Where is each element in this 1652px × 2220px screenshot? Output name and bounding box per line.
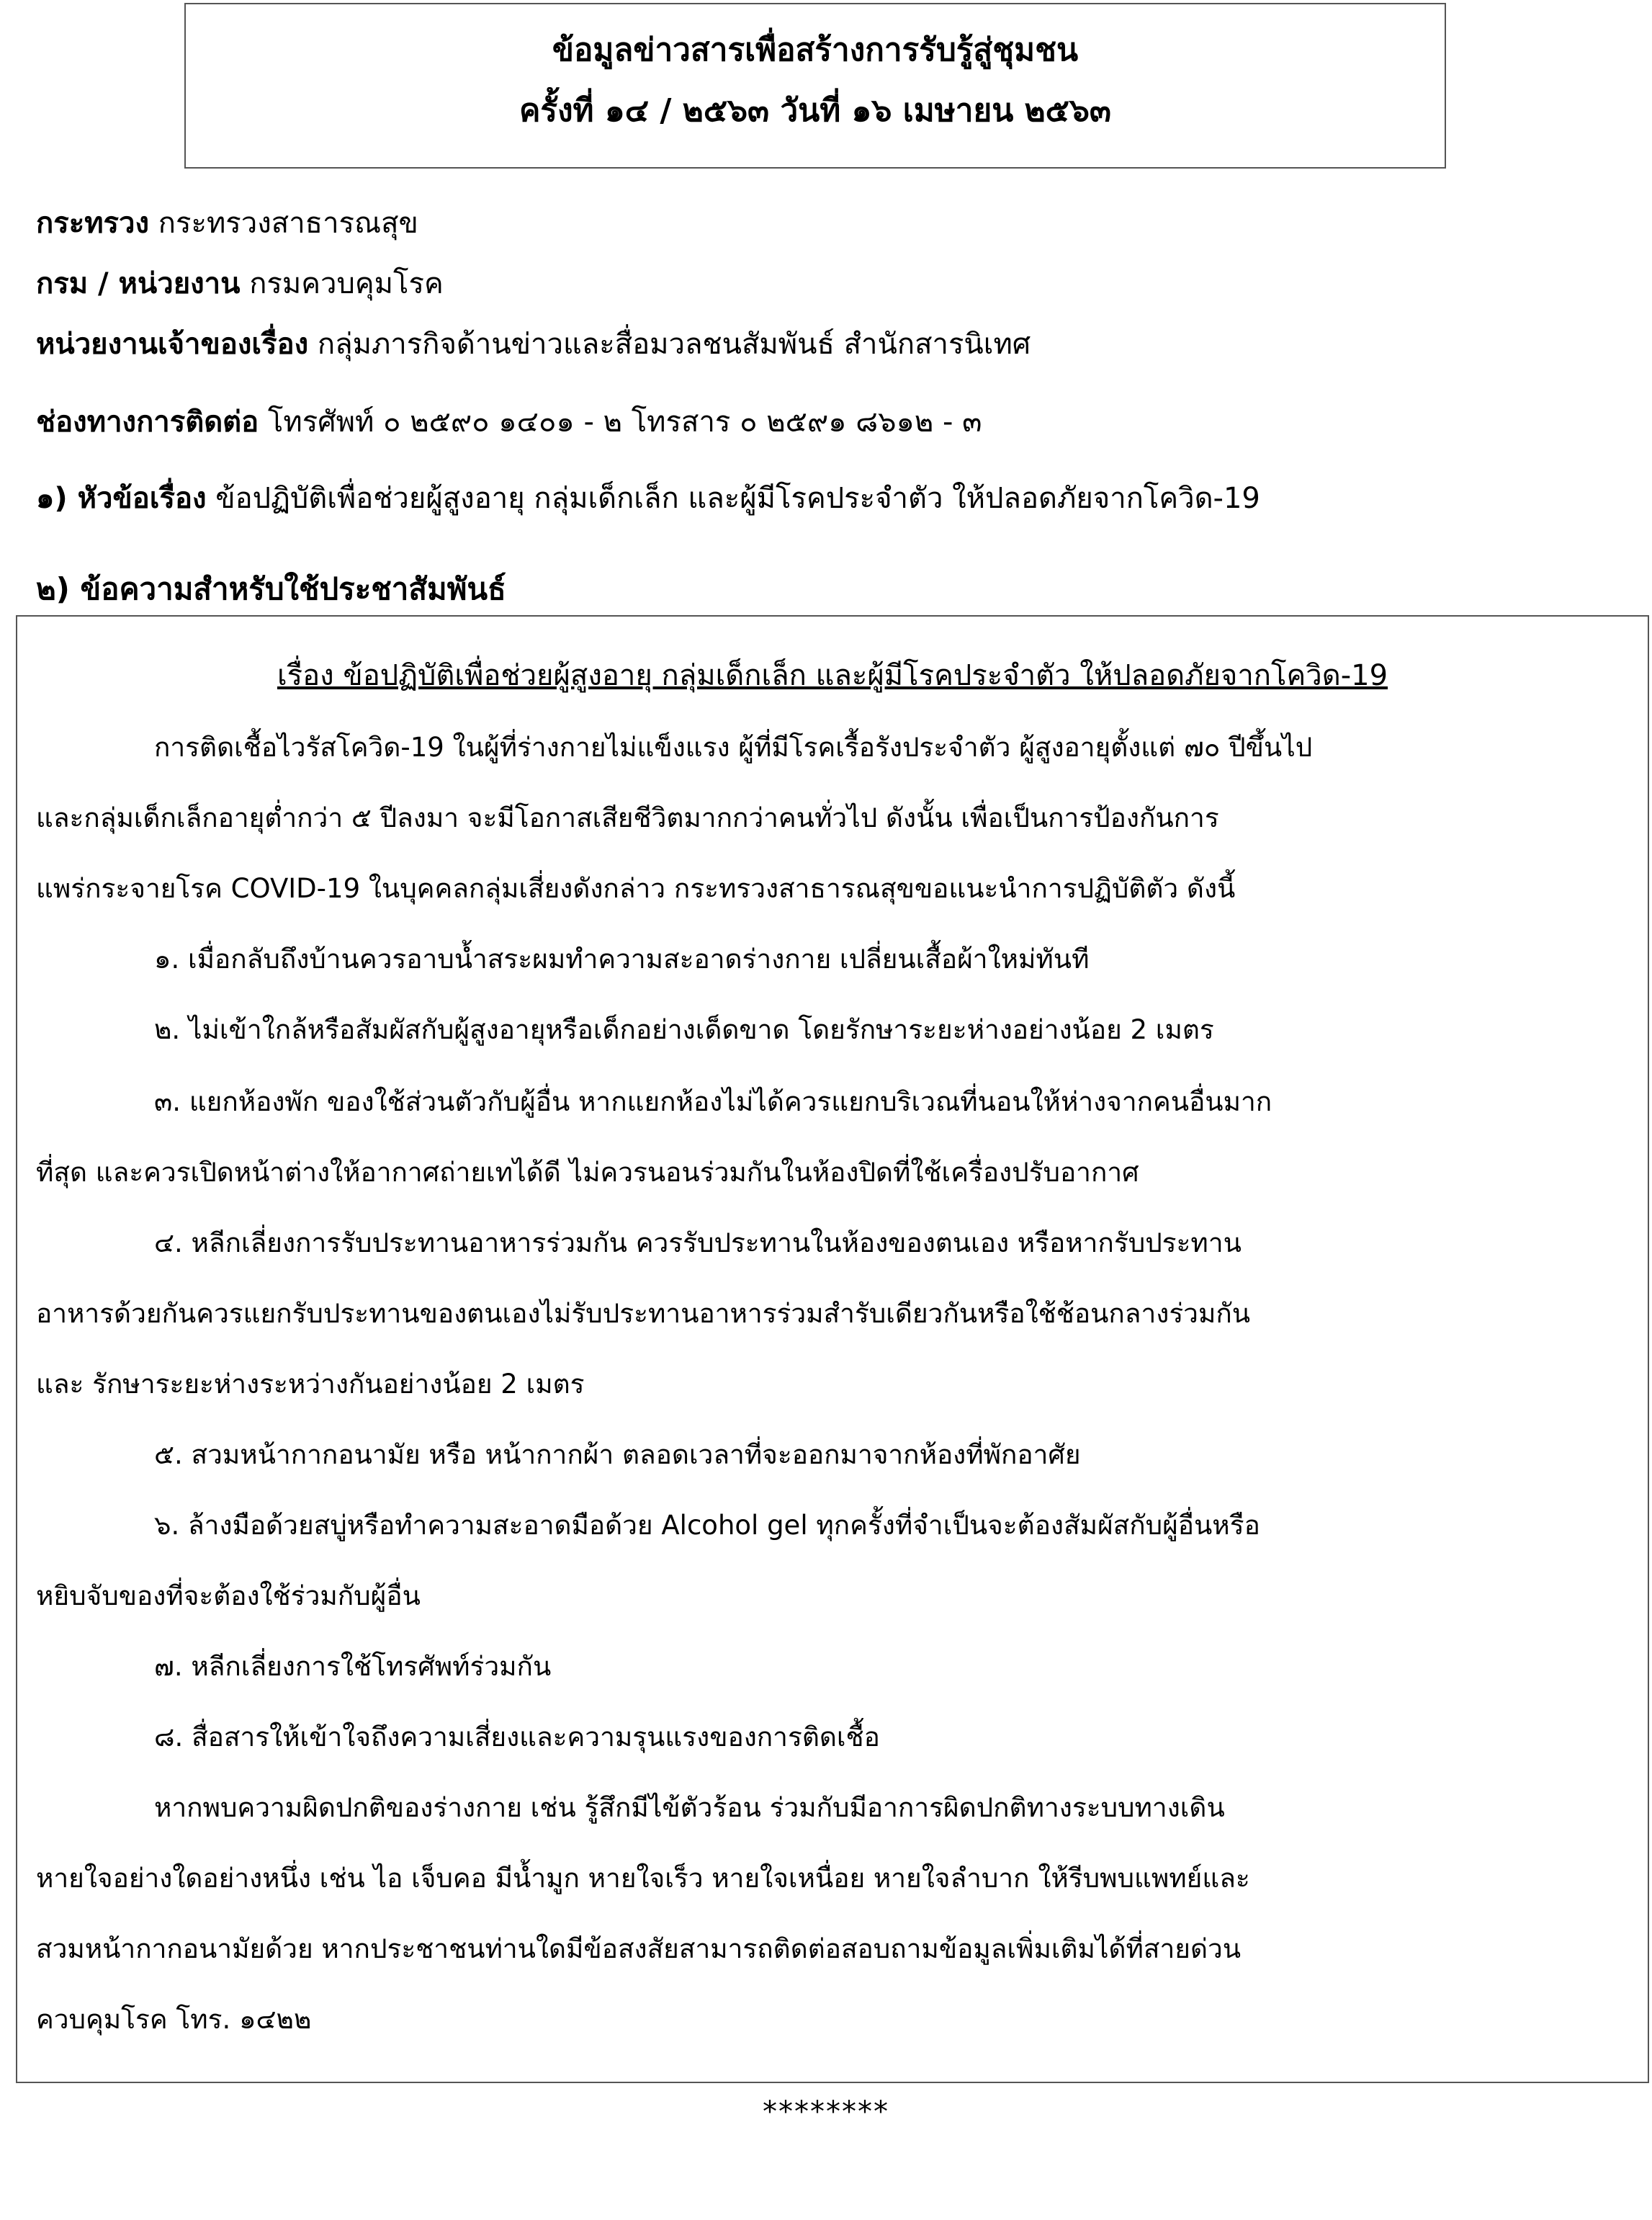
pr-section-heading: ๒) ข้อความสำหรับใช้ประชาสัมพันธ์ (36, 571, 506, 607)
ministry-value: กระทรวงสาธารณสุข (158, 207, 418, 240)
ministry-label: กระทรวง (36, 207, 150, 240)
department-value: กรมควบคุมโรค (249, 267, 444, 300)
guideline-item-3-cont: ที่สุด และควรเปิดหน้าต่างให้อากาศถ่ายเทได้ดี ไม่ควรนอนร่วมกันในห้องปิดที่ใช้เครื่องปรับอากาศ (36, 1157, 1139, 1188)
guideline-item-1: ๑. เมื่อกลับถึงบ้านควรอาบน้ำสระผมทำความสะอาดร่างกาย เปลี่ยนเสื้อผ้าใหม่ทันที (154, 944, 1090, 975)
topic-line (36, 477, 1260, 520)
department-label: กรม / หน่วยงาน (36, 267, 241, 300)
header-issue-date: ครั้งที่ ๑๔ / ๒๕๖๓ วันที่ ๑๖ เมษายน ๒๕๖๓ (519, 92, 1111, 129)
topic-label: ๑) หัวข้อเรื่อง (36, 482, 207, 515)
contact-label: ช่องทางการติดต่อ (36, 406, 259, 439)
document-header (184, 3, 1446, 169)
guideline-item-2: ๒. ไม่เข้าใกล้หรือสัมผัสกับผู้สูงอายุหรือเด็กอย่างเด็ดขาด โดยรักษาระยะห่างอย่างน้อย 2 เมตร (154, 1014, 1214, 1045)
closing-line: สวมหน้ากากอนามัยด้วย หากประชาชนท่านใดมีข้อสงสัยสามารถติดต่อสอบถามข้อมูลเพิ่มเติมได้ที่สายด่วน (36, 1933, 1242, 1964)
guideline-item-4-cont: อาหารด้วยกันควรแยกรับประทานของตนเองไม่รับประทานอาหารร่วมสำรับเดียวกันหรือใช้ช้อนกลางร่วมกัน (36, 1298, 1251, 1329)
department-line (36, 262, 444, 305)
owner-value: กลุ่มภารกิจด้านข่าวและสื่อมวลชนสัมพันธ์ สำนักสารนิเทศ (317, 328, 1031, 361)
owner-label: หน่วยงานเจ้าของเรื่อง (36, 328, 309, 361)
contact-line (36, 400, 982, 444)
guideline-item-4-cont: และ รักษาระยะห่างระหว่างกันอย่างน้อย 2 เมตร (36, 1369, 585, 1400)
closing-hotline: ควบคุมโรค โทร. ๑๔๒๒ (36, 2004, 312, 2035)
header-title: ข้อมูลข่าวสารเพื่อสร้างการรับรู้สู่ชุมชน (552, 32, 1079, 68)
intro-line: แพร่กระจายโรค COVID-19 ในบุคคลกลุ่มเสี่ยงดังกล่าว กระทรวงสาธารณสุขขอแนะนำการปฏิบัติตัว ดังนี้ (36, 873, 1236, 904)
guideline-item-6: ๖. ล้างมือด้วยสบู่หรือทำความสะอาดมือด้วย Alcohol gel ทุกครั้งที่จำเป็นจะต้องสัมผัสกับผู้อื่นหรือ (154, 1510, 1260, 1541)
guideline-item-6-cont: หยิบจับของที่จะต้องใช้ร่วมกับผู้อื่น (36, 1580, 421, 1611)
guideline-item-5: ๕. สวมหน้ากากอนามัย หรือ หน้ากากผ้า ตลอดเวลาที่จะออกมาจากห้องที่พักอาศัย (154, 1439, 1081, 1470)
closing-line: หากพบความผิดปกติของร่างกาย เช่น รู้สึกมีไข้ตัวร้อน ร่วมกับมีอาการผิดปกติทางระบบทางเดิน (154, 1792, 1225, 1823)
message-title: เรื่อง ข้อปฏิบัติเพื่อช่วยผู้สูงอายุ กลุ่มเด็กเล็ก และผู้มีโรคประจำตัว ให้ปลอดภัยจากโควิด-19 (277, 659, 1388, 692)
contact-value: โทรศัพท์ ๐ ๒๕๙๐ ๑๔๐๑ - ๒ โทรสาร ๐ ๒๕๙๑ ๘๖๑๒ - ๓ (267, 406, 982, 439)
intro-line: การติดเชื้อไวรัสโควิด-19 ในผู้ที่ร่างกายไม่แข็งแรง ผู้ที่มีโรคเรื้อรังประจำตัว ผู้สูงอายุตั้งแต่ ๗๐ ปีขึ้นไป (154, 732, 1313, 763)
owner-line (36, 323, 1031, 366)
guideline-item-8: ๘. สื่อสารให้เข้าใจถึงความเสี่ยงและความรุนแรงของการติดเชื้อ (154, 1722, 880, 1753)
guideline-item-4: ๔. หลีกเลี่ยงการรับประทานอาหารร่วมกัน ควรรับประทานในห้องของตนเอง หรือหากรับประทาน (154, 1227, 1242, 1258)
topic-value: ข้อปฏิบัติเพื่อช่วยผู้สูงอายุ กลุ่มเด็กเล็ก และผู้มีโรคประจำตัว ให้ปลอดภัยจากโควิด-19 (215, 482, 1260, 515)
closing-line: หายใจอย่างใดอย่างหนึ่ง เช่น ไอ เจ็บคอ มีน้ำมูก หายใจเร็ว หายใจเหนื่อย หายใจลำบาก ให้รีบพบแพทย์และ (36, 1863, 1250, 1894)
end-marker: ******** (763, 2095, 889, 2129)
guideline-item-7: ๗. หลีกเลี่ยงการใช้โทรศัพท์ร่วมกัน (154, 1651, 552, 1682)
pr-message-box (16, 615, 1649, 2083)
guideline-item-3: ๓. แยกห้องพัก ของใช้ส่วนตัวกับผู้อื่น หากแยกห้องไม่ได้ควรแยกบริเวณที่นอนให้ห่างจากคนอื่นมาก (154, 1086, 1272, 1117)
ministry-line (36, 202, 418, 245)
intro-line: และกลุ่มเด็กเล็กอายุต่ำกว่า ๕ ปีลงมา จะมีโอกาสเสียชีวิตมากกว่าคนทั่วไป ดังนั้น เพื่อเป็นการป้องกันการ (36, 802, 1219, 833)
